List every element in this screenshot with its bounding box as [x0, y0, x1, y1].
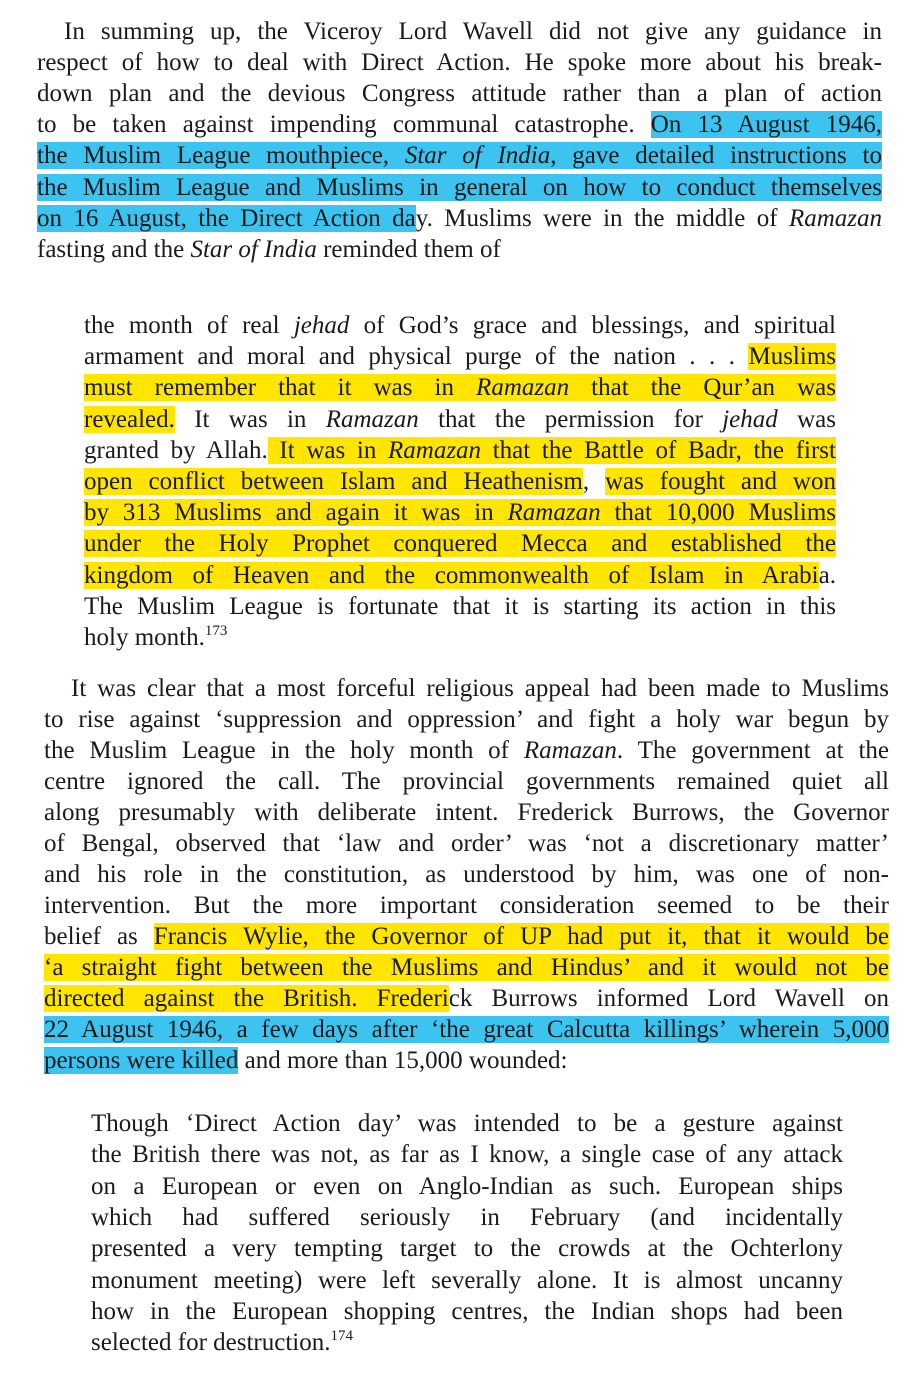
highlighted-text: that the Battle of Badr, the first: [481, 436, 836, 464]
text-segment: the month of real: [84, 312, 294, 339]
highlighted-text: that the Qur’an was: [569, 374, 837, 402]
text-segment: jehad: [722, 405, 778, 433]
text-segment: holy month.: [84, 624, 205, 651]
text-segment: . The government at the: [616, 737, 889, 764]
text-segment: which had suffered seriously in February (and incidentally: [91, 1203, 843, 1231]
highlighted-text: by 313 Muslims and again it was in: [84, 499, 508, 527]
highlighted-text: It was in: [267, 436, 388, 464]
text-segment: to rise against ‘suppression and oppression’ and fight a holy war begun by: [44, 706, 889, 733]
highlighted-text: persons were killed: [44, 1047, 239, 1074]
text-segment: armament and moral and physical purge of the nation . . .: [84, 343, 749, 371]
text-line: [44, 735, 889, 766]
text-line: [91, 1265, 843, 1296]
highlighted-text: revealed.: [84, 405, 175, 433]
text-segment: monument meeting) were left severally alone. It is almost uncanny: [91, 1266, 843, 1294]
text-line: [37, 78, 882, 109]
highlighted-text: Star of India: [404, 142, 551, 170]
text-line: [84, 591, 836, 622]
text-line: [44, 921, 889, 952]
text-segment: how in the European shopping centres, the Indian shops had been: [91, 1297, 843, 1325]
text-segment: It was clear that a most forceful religious appeal had been made to Muslims: [71, 675, 889, 702]
text-segment: respect of how to deal with Direct Action. He spoke more about his break-: [37, 49, 882, 77]
text-segment: presented a very tempting target to the crowds at the Ochterlony: [91, 1235, 843, 1263]
text-segment: to be taken against impending communal catastrophe.: [37, 111, 651, 139]
highlighted-text: must remember that it was in: [84, 374, 477, 402]
text-line: [44, 828, 889, 859]
text-line: [44, 704, 889, 735]
text-line: [37, 172, 882, 203]
text-segment: In summing up, the Viceroy Lord Wavell did not give any guidance in: [64, 18, 882, 45]
text-line: [37, 47, 882, 78]
text-segment: It was in: [174, 405, 326, 433]
text-segment: the Muslim League in the holy month of: [44, 737, 524, 764]
text-segment: Though ‘Direct Action day’ was intended to be a gesture against: [91, 1110, 843, 1137]
highlighted-text: Ramazan: [388, 436, 482, 464]
text-segment: that the permission for: [418, 405, 723, 433]
text-segment: and more than 15,000 wounded:: [238, 1047, 568, 1074]
text-line: [91, 1108, 843, 1139]
text-segment: Star of India: [190, 235, 317, 263]
highlighted-text: was fought and won: [604, 468, 836, 495]
highlighted-text: directed against the British. Frederi: [44, 985, 449, 1012]
text-line: [64, 16, 882, 47]
text-segment: intervention. But the more important consideration seemed to be their: [44, 892, 889, 919]
text-line: [44, 797, 889, 828]
text-segment: Ramazan: [788, 204, 882, 232]
text-line: [84, 560, 836, 591]
highlighted-text: the Muslim League mouthpiece,: [37, 142, 405, 170]
text-line: [84, 466, 836, 497]
highlighted-text: under the Holy Prophet conquered Mecca and established the: [84, 530, 836, 558]
footnote-reference[interactable]: 173: [204, 623, 228, 639]
text-segment: jehad: [293, 312, 350, 339]
text-segment: belief as: [44, 923, 154, 950]
highlighted-text: Francis Wylie, the Governor of UP had put it, that it would be: [153, 923, 889, 950]
highlighted-text: kingdom of Heaven and the commonwealth of Islam in Arabi: [84, 561, 819, 589]
text-segment: of God’s grace and blessings, and spiritual: [349, 312, 837, 339]
text-line: [84, 372, 836, 403]
highlighted-text: the Muslim League and Muslims in general on how to conduct themselves: [37, 173, 882, 201]
text-line: [37, 109, 882, 140]
text-segment: and his role in the constitution, as understood by him, was one of non-: [44, 861, 889, 888]
text-line: [91, 1202, 843, 1233]
text-line: [44, 766, 889, 797]
text-line: [44, 983, 889, 1014]
highlighted-text: 22 August 1946, a few days after ‘the great Calcutta killings’ wherein 5,000: [44, 1016, 889, 1043]
text-segment: ,: [582, 468, 605, 495]
text-line: [44, 952, 889, 983]
text-line: [91, 1171, 843, 1202]
text-line: [91, 1139, 843, 1170]
text-line: [37, 234, 882, 265]
text-segment: along presumably with deliberate intent. Frederick Burrows, the Governor: [44, 799, 889, 826]
text-segment: ck Burrows informed Lord Wavell on: [448, 985, 889, 1012]
text-segment: Ramazan: [523, 737, 617, 764]
text-line: [37, 140, 882, 171]
text-segment: on a European or even on Anglo-Indian as such. European ships: [91, 1172, 843, 1200]
text-line: [84, 497, 836, 528]
text-line: [84, 435, 836, 466]
text-segment: centre ignored the call. The provincial governments remained quiet all: [44, 768, 889, 795]
text-line: [84, 404, 836, 435]
highlighted-text: On 13 August 1946,: [650, 111, 882, 139]
text-segment: fasting and the: [37, 235, 191, 263]
text-line: [84, 341, 836, 372]
text-line: [84, 622, 836, 653]
text-line: [84, 310, 836, 341]
highlighted-text: Ramazan: [507, 499, 601, 527]
highlighted-text: that 10,000 Muslims: [600, 499, 836, 527]
text-line: [44, 1014, 889, 1045]
text-line: [91, 1296, 843, 1327]
text-line: [91, 1233, 843, 1264]
footnote-reference[interactable]: 174: [330, 1328, 353, 1345]
text-line: [44, 1045, 889, 1076]
text-line: [37, 203, 882, 234]
text-line: [71, 673, 889, 704]
text-segment: the British there was not, as far as I know, a single case of any attack: [91, 1141, 843, 1169]
text-segment: was: [777, 405, 836, 433]
text-line: [91, 1327, 843, 1358]
text-segment: The Muslim League is fortunate that it is starting its action in this: [84, 592, 836, 620]
text-segment: Ramazan: [325, 405, 419, 433]
highlighted-text: on 16 August, the Direct Action da: [37, 204, 416, 232]
highlighted-text: , gave detailed instructions to: [550, 142, 882, 170]
highlighted-text: ‘a straight fight between the Muslims and Hindus’ and it would not be: [44, 954, 889, 981]
text-segment: y. Muslims were in the middle of: [415, 204, 789, 232]
text-line: [44, 890, 889, 921]
text-segment: a.: [818, 561, 836, 589]
text-segment: down plan and the devious Congress attitude rather than a plan of action: [37, 80, 882, 108]
text-line: [44, 859, 889, 890]
text-segment: of Bengal, observed that ‘law and order’ was ‘not a discretionary matter’: [44, 830, 889, 857]
text-segment: reminded them of: [316, 235, 501, 263]
highlighted-text: Muslims: [748, 343, 836, 371]
highlighted-text: Ramazan: [476, 374, 570, 402]
text-line: [84, 528, 836, 559]
highlighted-text: open conflict between Islam and Heathenism: [84, 468, 583, 495]
text-segment: granted by Allah.: [84, 436, 268, 464]
text-segment: selected for destruction.: [91, 1329, 331, 1357]
